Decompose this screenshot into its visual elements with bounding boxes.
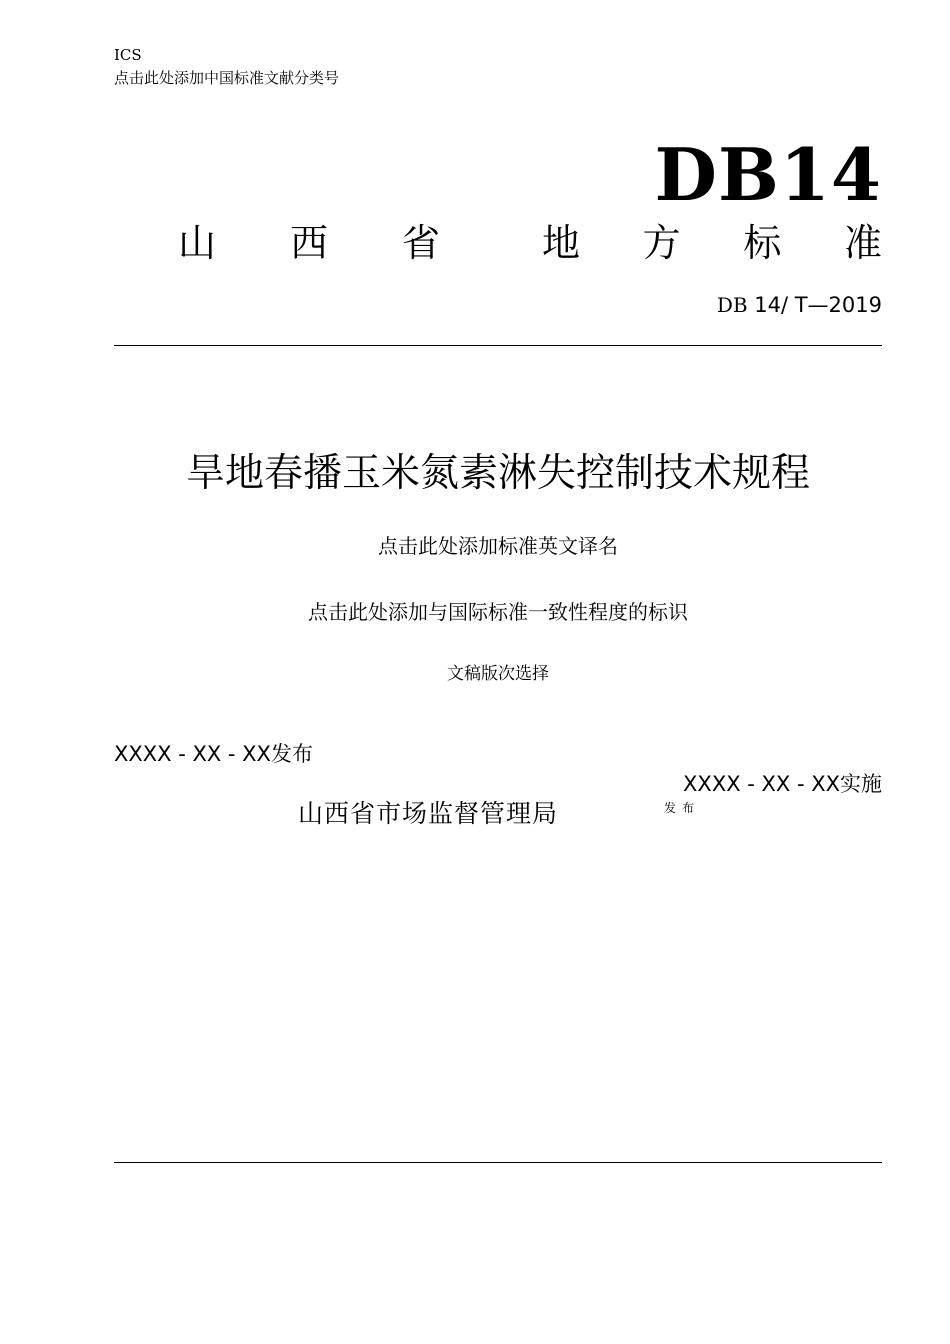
- document-title[interactable]: 旱地春播玉米氮素淋失控制技术规程: [185, 451, 810, 496]
- standard-type-heading: [114, 218, 882, 268]
- issue-word: 发布: [664, 801, 701, 815]
- standard-type-char: 方: [642, 221, 681, 265]
- consistency-placeholder[interactable]: 点击此处添加与国际标准一致性程度的标识: [308, 600, 688, 624]
- standard-type-char: 地: [542, 221, 581, 265]
- english-title-placeholder[interactable]: 点击此处添加标准英文译名: [378, 534, 618, 558]
- draft-version-selector[interactable]: 文稿版次选择: [447, 664, 549, 684]
- standard-number[interactable]: [717, 292, 882, 318]
- standard-number-value: 14/ T—2019: [747, 293, 882, 317]
- standard-type-char: 山: [178, 221, 217, 265]
- standard-type-char: 标: [743, 221, 782, 265]
- standard-type-region: [114, 218, 440, 268]
- implementation-date[interactable]: XXXX - XX - XX实施: [683, 772, 882, 796]
- top-divider: [114, 345, 882, 346]
- issuing-authority: 山西省市场监督管理局: [298, 799, 559, 828]
- standard-type-char: 西: [289, 221, 328, 265]
- standard-type-char: 准: [843, 221, 882, 265]
- standard-type-char: 省: [401, 221, 440, 265]
- issue-date[interactable]: XXXX - XX - XX发布: [114, 742, 313, 766]
- bottom-divider: [114, 1162, 882, 1163]
- standard-type-kind: [542, 218, 882, 268]
- ics-label: ICS: [114, 46, 142, 64]
- standard-code-logo: DB14: [654, 132, 882, 217]
- ccs-placeholder[interactable]: 点击此处添加中国标准文献分类号: [114, 69, 340, 87]
- standard-number-prefix: DB: [716, 293, 748, 317]
